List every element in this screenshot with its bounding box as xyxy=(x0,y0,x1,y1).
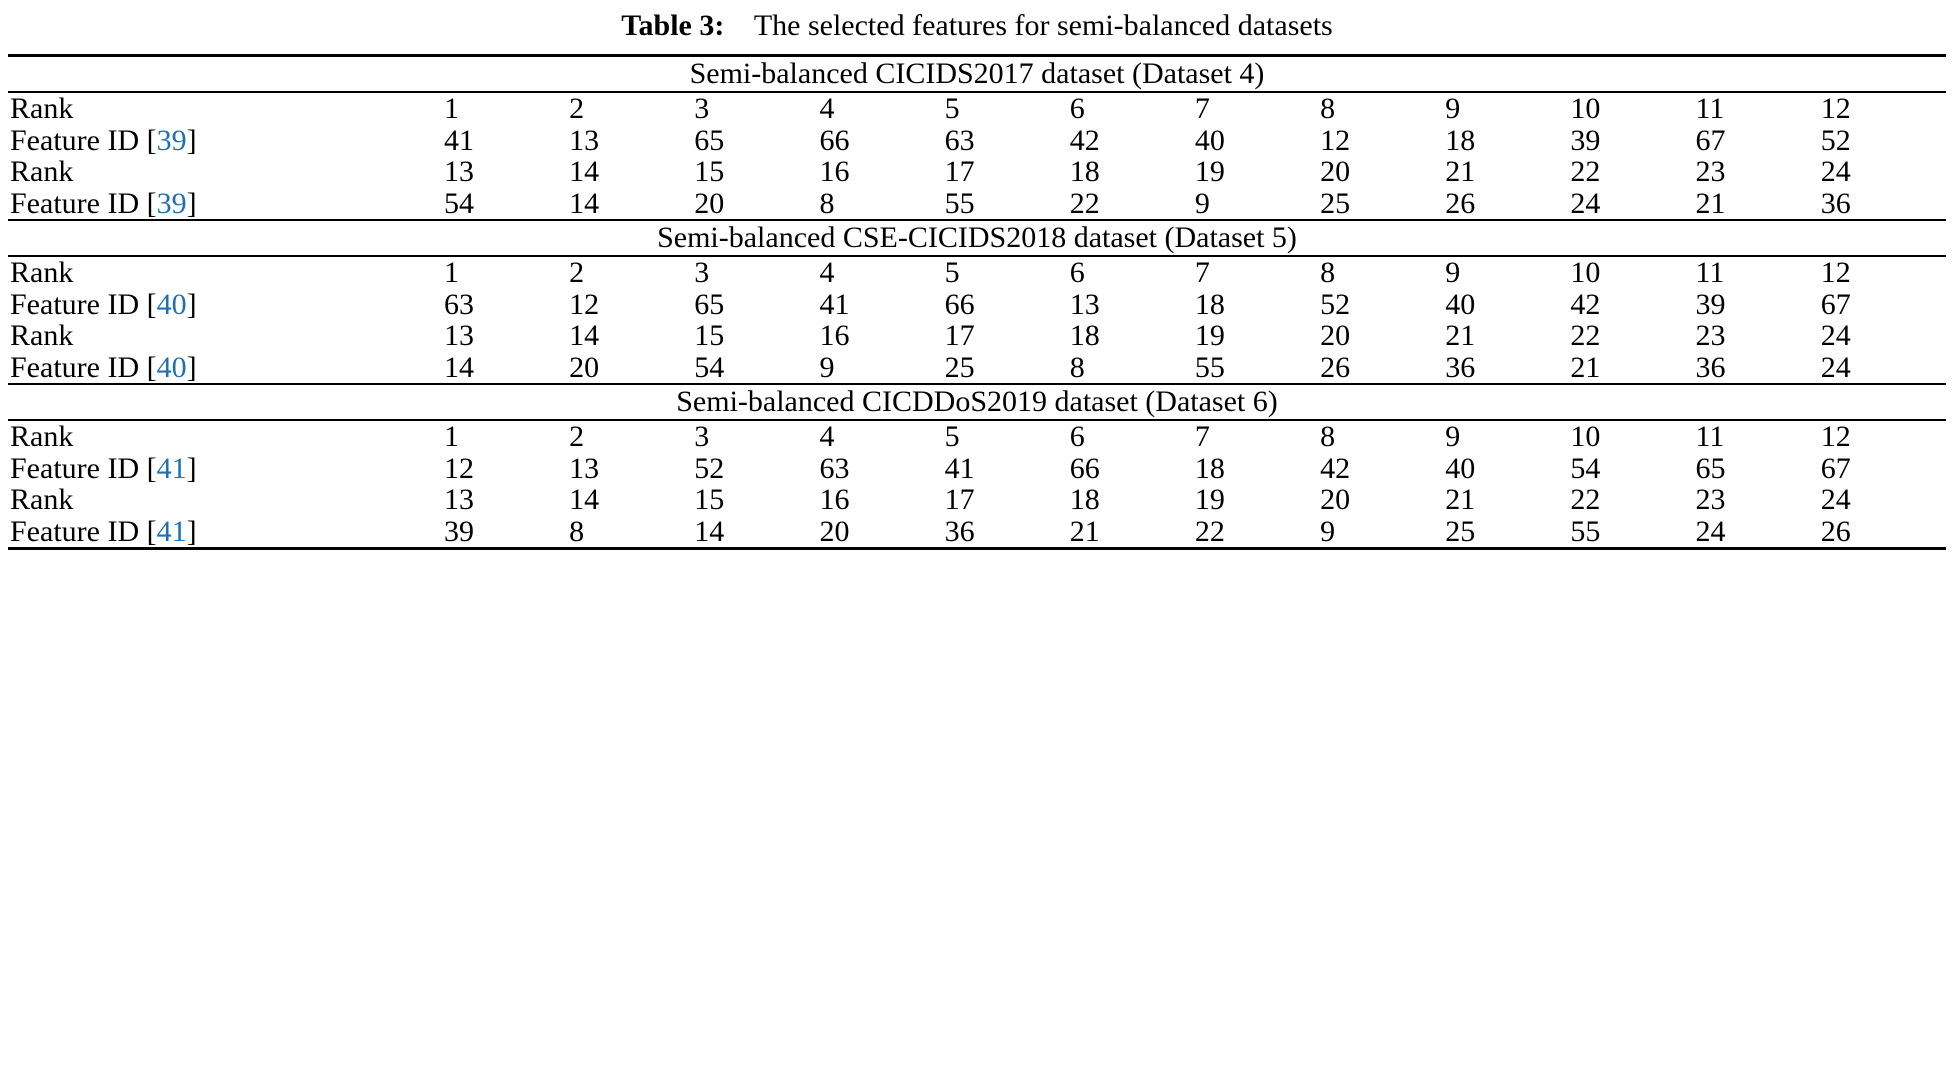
table-cell: 67 xyxy=(1820,451,1851,485)
table-cell: 24 xyxy=(1570,186,1601,220)
table-cell: 65 xyxy=(694,123,725,157)
table-cell: 9 xyxy=(1445,256,1461,289)
table-cell: 6 xyxy=(1069,92,1085,125)
table-cell: 25 xyxy=(1320,186,1351,220)
table-cell: 8 xyxy=(1069,350,1085,384)
table-cell: 17 xyxy=(944,155,975,188)
table-row xyxy=(8,352,1946,384)
table-row xyxy=(8,156,1946,188)
table-row xyxy=(8,320,1946,352)
table-row xyxy=(8,516,1946,548)
table-row xyxy=(8,289,1946,321)
citation-bracket-open: [ xyxy=(146,186,157,220)
table-cell: 66 xyxy=(819,123,850,157)
table-cell: 13 xyxy=(1069,287,1100,321)
table-cell: 8 xyxy=(1320,256,1336,289)
table-cell: 18 xyxy=(1194,287,1225,321)
table-cell: 20 xyxy=(819,514,850,548)
table-cell: 42 xyxy=(1320,451,1351,485)
table-cell: 19 xyxy=(1194,483,1225,516)
table-cell: 13 xyxy=(443,483,474,516)
table-cell: 1 xyxy=(443,92,459,125)
citation-bracket-close: ] xyxy=(186,123,197,157)
row-label xyxy=(8,420,444,453)
table-cell: 24 xyxy=(1695,514,1726,548)
table-bottom-rule xyxy=(8,547,1946,549)
citation-link[interactable]: 39 xyxy=(156,186,187,220)
table-cell: 13 xyxy=(569,123,600,157)
table-cell: 9 xyxy=(1445,420,1461,453)
table-cell: 54 xyxy=(694,350,725,384)
table-cell: 12 xyxy=(1320,123,1351,157)
row-label xyxy=(8,516,444,548)
table-cell: 9 xyxy=(819,350,835,384)
row-label-text: Feature ID xyxy=(10,514,140,548)
citation-bracket-open: [ xyxy=(146,287,157,321)
table-row xyxy=(8,484,1946,516)
table-cell: 25 xyxy=(1445,514,1476,548)
table-cell: 21 xyxy=(1695,186,1726,220)
table-cell: 21 xyxy=(1445,155,1476,188)
table-cell: 3 xyxy=(694,420,710,453)
citation-bracket-close: ] xyxy=(186,451,197,485)
table-cell: 52 xyxy=(694,451,725,485)
row-label xyxy=(8,125,444,157)
row-label xyxy=(8,92,444,125)
row-label xyxy=(8,352,444,384)
table-cell: 22 xyxy=(1570,319,1601,352)
citation-bracket-close: ] xyxy=(186,287,197,321)
table-cell: 3 xyxy=(694,92,710,125)
table-row xyxy=(8,420,1946,453)
caption-label: Table 3: xyxy=(621,9,725,42)
table-cell: 7 xyxy=(1194,420,1210,453)
table-cell: 12 xyxy=(443,451,474,485)
table-cell: 52 xyxy=(1820,123,1851,157)
table-cell: 63 xyxy=(944,123,975,157)
table-cell: 12 xyxy=(1820,420,1851,453)
table-cell: 41 xyxy=(944,451,975,485)
row-label xyxy=(8,256,444,289)
table-cell: 39 xyxy=(1695,287,1726,321)
table-row xyxy=(8,125,1946,157)
table-cell: 20 xyxy=(1320,155,1351,188)
table-cell: 21 xyxy=(1445,319,1476,352)
table-caption xyxy=(8,0,1946,54)
table-cell: 40 xyxy=(1445,287,1476,321)
table-cell: 40 xyxy=(1445,451,1476,485)
row-label xyxy=(8,289,444,321)
table-cell: 15 xyxy=(694,483,725,516)
table-cell: 8 xyxy=(1320,420,1336,453)
table-cell: 21 xyxy=(1570,350,1601,384)
table-cell: 6 xyxy=(1069,420,1085,453)
table-cell: 8 xyxy=(819,186,835,220)
table-cell: 4 xyxy=(819,92,835,125)
row-label-text: Feature ID xyxy=(10,451,140,485)
table-cell: 8 xyxy=(1320,92,1336,125)
table-cell: 15 xyxy=(694,319,725,352)
table-cell: 10 xyxy=(1570,256,1601,289)
citation-bracket-close: ] xyxy=(186,350,197,384)
table-cell: 23 xyxy=(1695,483,1726,516)
citation-link[interactable]: 41 xyxy=(156,451,187,485)
table-cell: 5 xyxy=(944,256,960,289)
table-cell: 19 xyxy=(1194,155,1225,188)
table-cell: 18 xyxy=(1069,155,1100,188)
table-cell: 11 xyxy=(1695,420,1725,453)
table-cell: 26 xyxy=(1320,350,1351,384)
table-cell: 10 xyxy=(1570,92,1601,125)
citation-link[interactable]: 41 xyxy=(156,514,187,548)
table-cell: 16 xyxy=(819,155,850,188)
table-cell: 9 xyxy=(1445,92,1461,125)
section-title-row xyxy=(8,220,1946,255)
table-cell: 67 xyxy=(1695,123,1726,157)
table-cell: 24 xyxy=(1820,350,1851,384)
section-title: Semi-balanced CICDDoS2019 dataset (Dataset 6) xyxy=(676,385,1278,418)
section-title: Semi-balanced CSE-CICIDS2018 dataset (Dataset 5) xyxy=(657,221,1297,254)
table-cell: 14 xyxy=(569,319,600,352)
table-cell: 40 xyxy=(1194,123,1225,157)
table-cell: 63 xyxy=(443,287,474,321)
table-cell: 22 xyxy=(1194,514,1225,548)
section-title-row xyxy=(8,56,1946,92)
table-cell: 65 xyxy=(1695,451,1726,485)
citation-link[interactable]: 40 xyxy=(156,287,187,321)
row-label-text: Rank xyxy=(10,155,74,188)
table-cell: 54 xyxy=(443,186,474,220)
caption-text: The selected features for semi-balanced datasets xyxy=(753,9,1333,42)
table-cell: 26 xyxy=(1445,186,1476,220)
table-cell: 22 xyxy=(1570,155,1601,188)
table-cell: 20 xyxy=(1320,483,1351,516)
table-cell: 13 xyxy=(569,451,600,485)
table-cell: 5 xyxy=(944,420,960,453)
table-cell: 23 xyxy=(1695,319,1726,352)
row-label-text: Rank xyxy=(10,92,74,125)
table-cell: 16 xyxy=(819,319,850,352)
table-cell: 66 xyxy=(1069,451,1100,485)
row-label-text: Rank xyxy=(10,420,74,453)
citation-bracket-open: [ xyxy=(146,514,157,548)
table-cell: 15 xyxy=(694,155,725,188)
table-cell: 36 xyxy=(1445,350,1476,384)
table-cell: 11 xyxy=(1695,92,1725,125)
table-cell: 14 xyxy=(443,350,474,384)
table-cell: 2 xyxy=(569,92,585,125)
table-cell: 39 xyxy=(1570,123,1601,157)
table-cell: 4 xyxy=(819,420,835,453)
table-cell: 39 xyxy=(443,514,474,548)
citation-bracket-close: ] xyxy=(186,186,197,220)
table-cell: 24 xyxy=(1820,319,1851,352)
table-cell: 20 xyxy=(694,186,725,220)
table-cell: 26 xyxy=(1820,514,1851,548)
table-cell: 18 xyxy=(1194,451,1225,485)
table-cell: 24 xyxy=(1820,155,1851,188)
table-cell: 14 xyxy=(569,483,600,516)
table-cell: 52 xyxy=(1320,287,1351,321)
citation-bracket-open: [ xyxy=(146,451,157,485)
table-cell: 17 xyxy=(944,319,975,352)
features-table xyxy=(8,54,1946,550)
table-row xyxy=(8,188,1946,220)
table-cell: 1 xyxy=(443,420,459,453)
table-cell: 12 xyxy=(1820,256,1851,289)
table-cell: 4 xyxy=(819,256,835,289)
table-cell: 18 xyxy=(1069,319,1100,352)
table-cell: 18 xyxy=(1069,483,1100,516)
section-title-row xyxy=(8,384,1946,419)
table-cell: 8 xyxy=(569,514,585,548)
citation-link[interactable]: 39 xyxy=(156,123,187,157)
table-cell: 42 xyxy=(1069,123,1100,157)
table-cell: 23 xyxy=(1695,155,1726,188)
table-cell: 63 xyxy=(819,451,850,485)
table-cell: 67 xyxy=(1820,287,1851,321)
row-label xyxy=(8,453,444,485)
table-cell: 12 xyxy=(569,287,600,321)
table-cell: 20 xyxy=(569,350,600,384)
row-label-text: Rank xyxy=(10,319,74,352)
table-cell: 9 xyxy=(1194,186,1210,220)
table-cell: 41 xyxy=(819,287,850,321)
table-cell: 13 xyxy=(443,319,474,352)
row-label-text: Rank xyxy=(10,483,74,516)
row-label-text: Feature ID xyxy=(10,287,140,321)
table-cell: 36 xyxy=(944,514,975,548)
table-cell: 21 xyxy=(1445,483,1476,516)
table-cell: 65 xyxy=(694,287,725,321)
table-cell: 9 xyxy=(1320,514,1336,548)
table-cell: 25 xyxy=(944,350,975,384)
table-cell: 14 xyxy=(569,155,600,188)
citation-bracket-open: [ xyxy=(146,350,157,384)
table-cell: 6 xyxy=(1069,256,1085,289)
row-label-text: Rank xyxy=(10,256,74,289)
table-cell: 11 xyxy=(1695,256,1725,289)
table-cell: 10 xyxy=(1570,420,1601,453)
row-label xyxy=(8,320,444,352)
table-row xyxy=(8,256,1946,289)
table-cell: 7 xyxy=(1194,92,1210,125)
table-cell: 13 xyxy=(443,155,474,188)
table-row xyxy=(8,453,1946,485)
rule-cell xyxy=(8,547,1946,549)
citation-link[interactable]: 40 xyxy=(156,350,187,384)
table-cell: 19 xyxy=(1194,319,1225,352)
table-cell: 17 xyxy=(944,483,975,516)
table-cell: 2 xyxy=(569,256,585,289)
citation-bracket-close: ] xyxy=(186,514,197,548)
table-cell: 12 xyxy=(1820,92,1851,125)
table-cell: 22 xyxy=(1069,186,1100,220)
table-cell: 24 xyxy=(1820,483,1851,516)
table-cell: 36 xyxy=(1820,186,1851,220)
row-label xyxy=(8,188,444,220)
table-cell: 18 xyxy=(1445,123,1476,157)
table-cell: 2 xyxy=(569,420,585,453)
table-cell: 54 xyxy=(1570,451,1601,485)
table-cell: 1 xyxy=(443,256,459,289)
row-label-text: Feature ID xyxy=(10,123,140,157)
table-cell: 3 xyxy=(694,256,710,289)
row-label-text: Feature ID xyxy=(10,186,140,220)
table-cell: 22 xyxy=(1570,483,1601,516)
table-cell: 21 xyxy=(1069,514,1100,548)
table-cell: 55 xyxy=(1194,350,1225,384)
table-cell: 7 xyxy=(1194,256,1210,289)
table-cell: 14 xyxy=(569,186,600,220)
table-cell: 42 xyxy=(1570,287,1601,321)
table-cell: 55 xyxy=(1570,514,1601,548)
table-cell: 16 xyxy=(819,483,850,516)
table-cell: 41 xyxy=(443,123,474,157)
row-label xyxy=(8,484,444,516)
row-label-text: Feature ID xyxy=(10,350,140,384)
table-cell: 5 xyxy=(944,92,960,125)
row-label xyxy=(8,156,444,188)
table-cell: 55 xyxy=(944,186,975,220)
table-cell: 14 xyxy=(694,514,725,548)
table-row xyxy=(8,92,1946,125)
table-cell: 20 xyxy=(1320,319,1351,352)
citation-bracket-open: [ xyxy=(146,123,157,157)
section-title: Semi-balanced CICIDS2017 dataset (Dataset 4) xyxy=(689,57,1265,90)
table-cell: 36 xyxy=(1695,350,1726,384)
table-cell: 66 xyxy=(944,287,975,321)
